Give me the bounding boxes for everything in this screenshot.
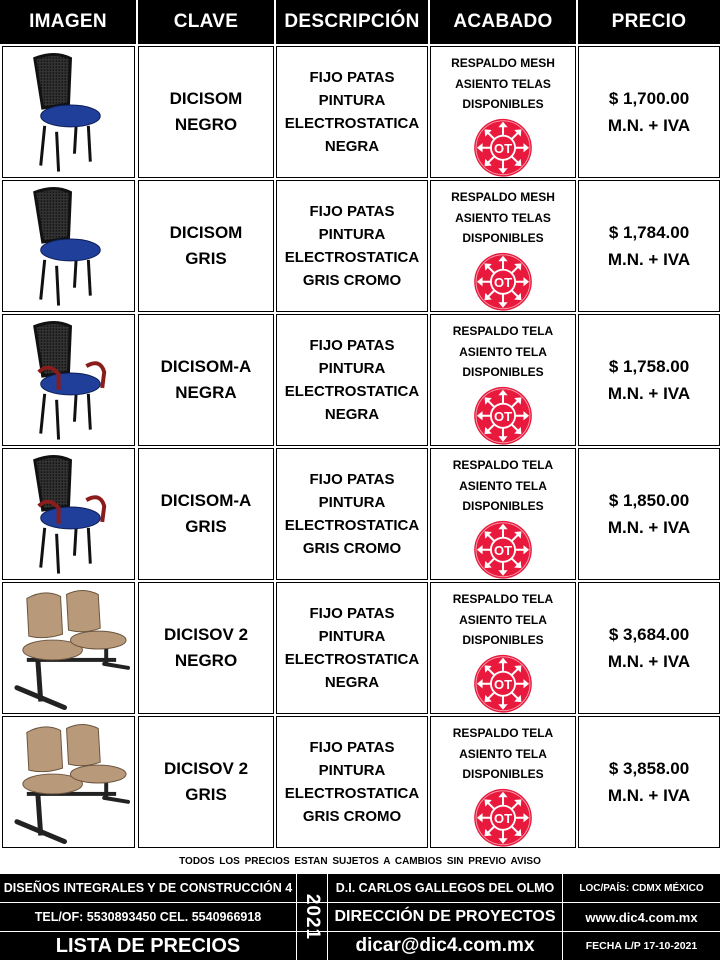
price-line: M.N. + IVA	[607, 652, 691, 671]
product-code-line: NEGRO	[174, 115, 238, 134]
badge-label: OT	[493, 676, 513, 692]
header-imagen: IMAGEN	[0, 0, 136, 44]
price-line: M.N. + IVA	[607, 250, 691, 269]
description-line: FIJO PATAS	[309, 471, 395, 488]
finish-line: RESPALDO TELA	[452, 592, 554, 606]
description-line: PINTURA	[318, 494, 386, 511]
finish-cell	[430, 582, 576, 714]
product-code-line: DICISOM	[169, 223, 243, 242]
price-line: M.N. + IVA	[607, 518, 691, 537]
price-line: $ 3,684.00	[608, 625, 690, 644]
product-code-line: NEGRA	[175, 383, 237, 402]
person-name: D.I. CARLOS GALLEGOS DEL OLMO	[335, 881, 555, 895]
description-cell	[276, 180, 428, 312]
product-code-cell	[138, 448, 274, 580]
price-cell	[578, 46, 720, 178]
location: LOC/PAÍS: CDMX MÉXICO	[579, 882, 704, 894]
description-cell	[276, 582, 428, 714]
finish-line: DISPONIBLES	[462, 633, 544, 647]
product-code-line: DICISOM-A	[160, 491, 252, 510]
description-line: NEGRA	[324, 406, 380, 423]
description-cell	[276, 716, 428, 848]
description-line: PINTURA	[318, 92, 386, 109]
email-link[interactable]: dicar@dic4.com.mx	[355, 935, 535, 956]
description-line: FIJO PATAS	[309, 739, 395, 756]
finish-line: RESPALDO MESH	[451, 56, 555, 70]
fabric-options-badge-icon	[471, 252, 535, 312]
finish-line: ASIENTO TELA	[459, 612, 547, 627]
description-line: GRIS CROMO	[302, 540, 402, 557]
finish-line: ASIENTO TELA	[459, 344, 547, 359]
product-code-line: NEGRO	[174, 651, 238, 670]
product-image-cell	[2, 180, 135, 312]
product-image-cell	[2, 716, 135, 848]
product-code-cell	[138, 582, 274, 714]
description-line: ELECTROSTATICA	[284, 249, 420, 266]
header-descripcion: DESCRIPCIÓN	[276, 0, 428, 44]
description-line: ELECTROSTATICA	[284, 517, 420, 534]
price-line: $ 1,850.00	[608, 491, 690, 510]
price-line: $ 1,700.00	[608, 89, 690, 108]
description-line: PINTURA	[318, 628, 386, 645]
product-code-line: DICISOV 2	[163, 625, 249, 644]
description-line: FIJO PATAS	[309, 69, 395, 86]
fabric-options-badge-icon	[471, 520, 535, 580]
beam-seat-image	[5, 584, 132, 712]
footer	[0, 874, 720, 960]
company-name: DISEÑOS INTEGRALES Y DE CONSTRUCCIÓN 4	[3, 881, 293, 895]
price-cell	[578, 314, 720, 446]
fabric-options-badge-icon	[471, 788, 535, 848]
mesh-chair-image	[5, 182, 132, 310]
description-line: ELECTROSTATICA	[284, 651, 420, 668]
fabric-options-badge-icon	[471, 118, 535, 178]
header-acabado: ACABADO	[430, 0, 576, 44]
product-image-cell	[2, 314, 135, 446]
description-line: NEGRA	[324, 138, 380, 155]
badge-label: OT	[493, 542, 513, 558]
list-date: FECHA L/P 17-10-2021	[585, 940, 698, 952]
finish-cell	[430, 716, 576, 848]
product-code-cell	[138, 180, 274, 312]
finish-cell	[430, 314, 576, 446]
description-line: ELECTROSTATICA	[284, 383, 420, 400]
mesh-chair-arms-image	[5, 316, 132, 444]
description-line: PINTURA	[318, 226, 386, 243]
mesh-chair-arms-image	[5, 450, 132, 578]
finish-line: ASIENTO TELA	[459, 746, 547, 761]
product-code-line: DICISOM-A	[160, 357, 252, 376]
header-precio: PRECIO	[578, 0, 720, 44]
price-cell	[578, 448, 720, 580]
price-cell	[578, 716, 720, 848]
product-image-cell	[2, 448, 135, 580]
description-line: FIJO PATAS	[309, 203, 395, 220]
fabric-options-badge-icon	[471, 386, 535, 446]
price-cell	[578, 582, 720, 714]
fabric-options-badge-icon	[471, 654, 535, 714]
department: DIRECCIÓN DE PROYECTOS	[334, 908, 556, 925]
product-image-cell	[2, 46, 135, 178]
description-line: GRIS CROMO	[302, 272, 402, 289]
badge-label: OT	[493, 274, 513, 290]
description-line: PINTURA	[318, 360, 386, 377]
finish-line: DISPONIBLES	[462, 365, 544, 379]
price-line: M.N. + IVA	[607, 116, 691, 135]
product-image-cell	[2, 582, 135, 714]
finish-cell	[430, 46, 576, 178]
finish-line: RESPALDO MESH	[451, 190, 555, 204]
product-code-line: GRIS	[185, 785, 227, 804]
price-cell	[578, 180, 720, 312]
description-cell	[276, 314, 428, 446]
description-line: FIJO PATAS	[309, 337, 395, 354]
price-line: $ 1,758.00	[608, 357, 690, 376]
list-title: LISTA DE PRECIOS	[55, 934, 241, 957]
description-line: ELECTROSTATICA	[284, 115, 420, 132]
finish-line: ASIENTO TELAS	[455, 76, 551, 91]
description-cell	[276, 46, 428, 178]
description-line: FIJO PATAS	[309, 605, 395, 622]
product-code-line: GRIS	[185, 517, 227, 536]
product-code-cell	[138, 314, 274, 446]
price-line: $ 3,858.00	[608, 759, 690, 778]
description-cell	[276, 448, 428, 580]
price-line: $ 1,784.00	[608, 223, 690, 242]
price-line: M.N. + IVA	[607, 786, 691, 805]
finish-line: DISPONIBLES	[462, 767, 544, 781]
product-code-line: GRIS	[185, 249, 227, 268]
badge-label: OT	[493, 408, 513, 424]
finish-cell	[430, 448, 576, 580]
finish-line: DISPONIBLES	[462, 231, 544, 245]
price-line: M.N. + IVA	[607, 384, 691, 403]
finish-line: RESPALDO TELA	[452, 458, 554, 472]
description-line: GRIS CROMO	[302, 808, 402, 825]
finish-line: DISPONIBLES	[462, 499, 544, 513]
finish-line: ASIENTO TELAS	[455, 210, 551, 225]
beam-seat-image	[5, 718, 132, 846]
finish-line: RESPALDO TELA	[452, 324, 554, 338]
finish-line: RESPALDO TELA	[452, 726, 554, 740]
mesh-chair-image	[5, 48, 132, 176]
website-link[interactable]: www.dic4.com.mx	[585, 909, 698, 925]
description-line: ELECTROSTATICA	[284, 785, 420, 802]
description-line: PINTURA	[318, 762, 386, 779]
description-line: NEGRA	[324, 674, 380, 691]
price-notice: TODOS LOS PRECIOS ESTAN SUJETOS A CAMBIOS SIN PREVIO AVISO	[179, 856, 541, 867]
badge-label: OT	[493, 140, 513, 156]
product-code-line: DICISOV 2	[163, 759, 249, 778]
header-clave: CLAVE	[138, 0, 274, 44]
product-code-cell	[138, 46, 274, 178]
badge-label: OT	[493, 810, 513, 826]
finish-line: DISPONIBLES	[462, 97, 544, 111]
product-code-cell	[138, 716, 274, 848]
year-label: 2021	[302, 893, 323, 941]
product-code-line: DICISOM	[169, 89, 243, 108]
finish-cell	[430, 180, 576, 312]
phone-numbers: TEL/OF: 5530893450 CEL. 5540966918	[34, 910, 262, 924]
finish-line: ASIENTO TELA	[459, 478, 547, 493]
